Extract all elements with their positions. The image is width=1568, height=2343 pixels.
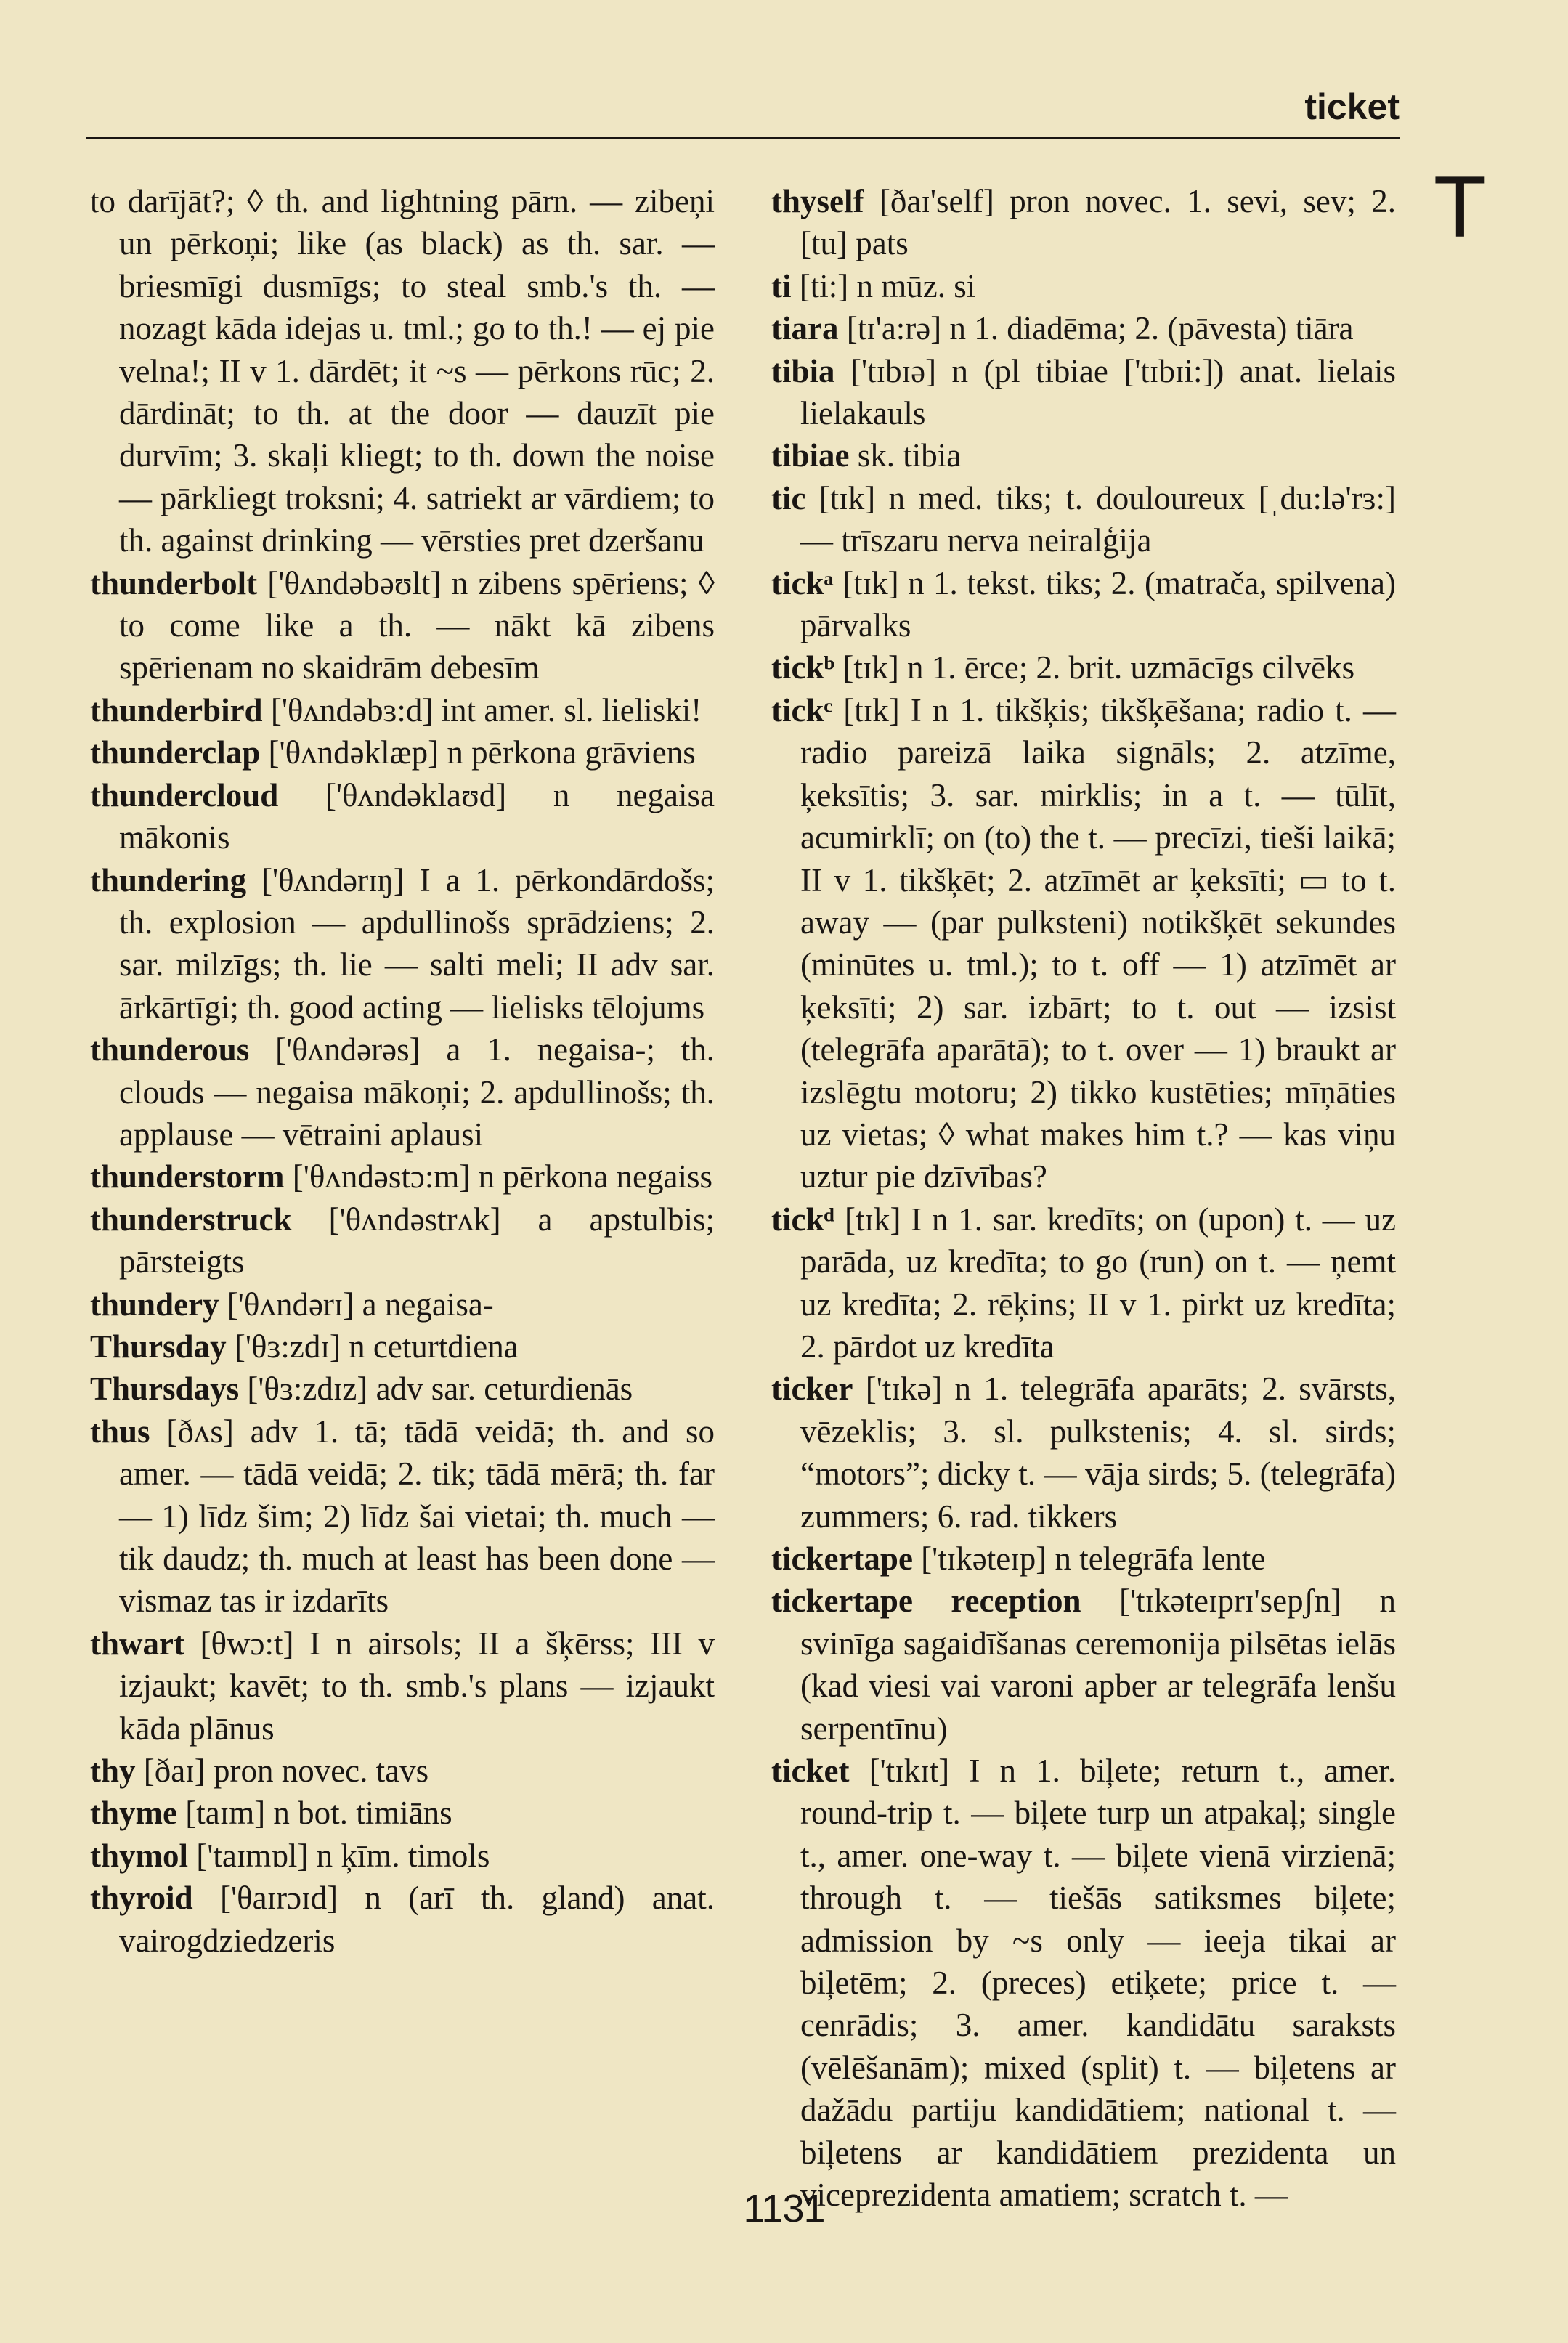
entry-headword: tickertape reception: [771, 1583, 1081, 1620]
entry-text: ['tɪkəteɪp] n telegrāfa lente: [921, 1540, 1266, 1577]
dictionary-entry: [90, 1283, 715, 1325]
entry-text: ['θɜ:zdɪz] adv sar. ceturdienās: [247, 1371, 633, 1408]
entry-headword: thundercloud: [90, 776, 279, 813]
entry-text: ['tɪkəteɪprɪ'sepʃn] n svinīga sagaidīšanas ceremonija pilsētas ielās (kad viesi vai varoni apber ar telegrāfa lenšu serpentīnu): [800, 1583, 1397, 1747]
entry-headword: thyme: [90, 1795, 177, 1832]
dictionary-entry: [771, 1368, 1396, 1538]
right-column: [771, 180, 1396, 2217]
left-column: [90, 180, 715, 1962]
entry-text: [tɪk] n 1. tekst. tiks; 2. (matrača, spilvena) pārvalks: [800, 564, 1396, 644]
entry-text: ['taɪmɒl] n ķīm. timols: [196, 1837, 490, 1874]
page-number: 1131: [743, 2187, 825, 2230]
thumb-index-letter: T: [1433, 158, 1487, 256]
entry-headword: tic: [771, 479, 806, 516]
entry-text: [tɪk] I n 1. sar. kredīts; on (upon) t. — uz parāda, uz kredīta; to go (run) on t. — ņemt uz kredīta; 2. rēķins; II v 1. pirkt uz kredīta; 2. pārdot uz kredīta: [800, 1201, 1397, 1365]
dictionary-entry: [771, 180, 1396, 265]
entry-text: ['θʌndəklaʊd] n negaisa mākonis: [119, 776, 715, 856]
entry-text: [taɪm] n bot. timiāns: [185, 1795, 452, 1832]
entry-text: [tɪk] n med. tiks; t. douloureux [ˌdu:lə'rɜ:] — trīszaru nerva neiralģija: [800, 479, 1396, 559]
entry-text: ['θʌndəbəʊlt] n zibens spēriens; ◊ to come like a th. — nākt kā zibens spērienam no skaidrām debesīm: [119, 564, 715, 686]
entry-text: [θwɔ:t] I n airsols; II a šķērss; III v izjaukt; kavēt; to th. smb.'s plans — izjaukt kāda plānus: [119, 1625, 715, 1747]
dictionary-entry: [771, 1750, 1396, 2216]
dictionary-entry: [90, 1623, 715, 1750]
entry-text: sk. tibia: [857, 437, 962, 474]
dictionary-entry: [90, 1156, 715, 1198]
dictionary-entry: [771, 434, 1396, 476]
dictionary-entry: [771, 350, 1396, 435]
entry-text: ['tɪkə] n 1. telegrāfa aparāts; 2. svārsts, vēzeklis; 3. sl. pulkstenis; 4. sl. sirds; “motors”; dicky t. — vāja sirds; 5. (telegrāfa) zummers; 6. rad. tikkers: [800, 1371, 1396, 1535]
entry-text: ['θʌndərɪŋ] I a 1. pērkondārdošs; th. explosion — apdullinošs sprādziens; 2. sar. milzīgs; th. lie — salti meli; II adv sar. ārkārtīgi; th. good acting — lielisks tēlojums: [119, 861, 715, 1026]
entry-headword: thunderbolt: [90, 564, 258, 601]
dictionary-entry: [90, 1325, 715, 1368]
entry-headword: thunderbird: [90, 691, 263, 728]
dictionary-entry: [90, 1792, 715, 1834]
entry-headword: thundery: [90, 1286, 219, 1323]
entry-headword: thundering: [90, 861, 247, 898]
entry-headword: tibia: [771, 352, 835, 389]
entry-headword: thyself: [771, 183, 864, 219]
dictionary-entry: [90, 1750, 715, 1792]
entry-headword: thymol: [90, 1837, 188, 1874]
entry-headword: Thursday: [90, 1328, 227, 1365]
entry-headword: tickᶜ: [771, 691, 833, 728]
dictionary-entry: [90, 1410, 715, 1623]
dictionary-entry: [771, 689, 1396, 1198]
entry-text: [tɪk] n 1. ērce; 2. brit. uzmācīgs cilvēks: [842, 649, 1355, 686]
dictionary-entry: [771, 562, 1396, 647]
entry-headword: thunderstorm: [90, 1158, 285, 1195]
dictionary-entry: [90, 180, 715, 562]
entry-text: ['θʌndəstɔ:m] n pērkona negaiss: [292, 1158, 713, 1195]
entry-headword: thwart: [90, 1625, 184, 1662]
entry-text: ['θaɪrɔɪd] n (arī th. gland) anat. vairogdziedzeris: [119, 1880, 715, 1959]
entry-headword: tickᵈ: [771, 1201, 835, 1238]
entry-headword: ticker: [771, 1371, 853, 1408]
dictionary-entry: [771, 1580, 1396, 1750]
entry-text: [tɪk] I n 1. tikšķis; tikšķēšana; radio t. — radio pareizā laika signāls; 2. atzīme, ķeksītis; 3. sar. mirklis; in a t. — tūlīt, acumirklī; on (to) the t. — precīzi, tieši laikā; II v 1. tikšķēt; 2. atzīmēt ar ķeksīti; ▭ to t. away — (par pulksteni) notikšķēt sekundes (minūtes u. tml.); to t. off — 1) atzīmēt ar ķeksīti; 2) sar. izbārt; to t. out — izsist (telegrāfa aparātā); to t. over — 1) braukt ar izslēgtu motoru; 2) tikko kustēties; mīņāties uz vietas; ◊ what makes him t.? — kas viņu uztur pie dzīvības?: [800, 691, 1396, 1195]
entry-text: [ti:] n mūz. si: [799, 267, 976, 304]
dictionary-entry: [90, 1028, 715, 1156]
dictionary-entry: [90, 562, 715, 689]
entry-headword: Thursdays: [90, 1371, 240, 1408]
dictionary-entry: [90, 1835, 715, 1877]
entry-text: [ðʌs] adv 1. tā; tādā veidā; th. and so amer. — tādā veidā; 2. tik; tādā mērā; th. far — 1) līdz šim; 2) līdz šai vietai; th. much — tik daudz; th. much at least has been done — vismaz tas ir izdarīts: [119, 1413, 715, 1620]
entry-headword: thus: [90, 1413, 150, 1450]
dictionary-entry: [771, 1198, 1396, 1368]
entry-text: ['tɪkɪt] I n 1. biļete; return t., amer. round-trip t. — biļete turp un atpakaļ; single t., amer. one-way t. — biļete vienā virzienā; through t. — tiešās satiksmes biļete; admission by ~s only — ieeja tikai ar biļetēm; 2. (preces) etiķete; price t. — cenrādis; 3. amer. kandidātu saraksts (vēlēšanām); mixed (split) t. — biļetens ar dažādu partiju kandidātiem; national t. — biļetens ar kandidātiem prezidenta un viceprezidenta amatiem; scratch t. —: [800, 1753, 1396, 2214]
entry-text: [ðaɪ] pron novec. tavs: [143, 1753, 429, 1790]
dictionary-entry: [771, 646, 1396, 689]
entry-headword: tickᵇ: [771, 649, 835, 686]
entry-text: ['θʌndərəs] a 1. negaisa-; th. clouds — negaisa mākoņi; 2. apdullinošs; th. applause — vētraini aplausi: [119, 1031, 715, 1153]
entry-text: ['θʌndərɪ] a negaisa-: [227, 1286, 494, 1323]
entry-text: ['θʌndəklæp] n pērkona grāviens: [268, 734, 696, 771]
entry-text: ['θɜ:zdɪ] n ceturtdiena: [234, 1328, 519, 1365]
entry-text: ['θʌndəstrʌk] a apstulbis; pārsteigts: [119, 1201, 715, 1280]
entry-headword: thyroid: [90, 1880, 193, 1917]
header-rule: [86, 137, 1400, 139]
entry-headword: tickᵃ: [771, 564, 834, 601]
entry-text: [ðaɪ'self] pron novec. 1. sevi, sev; 2. [tu] pats: [800, 183, 1397, 262]
dictionary-entry: [90, 689, 715, 731]
entry-headword: tibiae: [771, 437, 850, 474]
entry-headword: ticket: [771, 1753, 850, 1790]
running-head: ticket: [1304, 86, 1400, 127]
entry-headword: thy: [90, 1753, 136, 1790]
dictionary-entry: [771, 307, 1396, 349]
dictionary-entry: [771, 265, 1396, 307]
entry-text: [tɪ'a:rə] n 1. diadēma; 2. (pāvesta) tiāra: [846, 310, 1354, 347]
dictionary-entry: [90, 731, 715, 773]
dictionary-entry: [90, 1877, 715, 1962]
entry-headword: thunderclap: [90, 734, 261, 771]
dictionary-entry: [90, 1198, 715, 1283]
dictionary-entry: [771, 477, 1396, 562]
dictionary-entry: [90, 859, 715, 1029]
entry-headword: ti: [771, 267, 792, 304]
entry-headword: tiara: [771, 310, 839, 347]
entry-text: ['tɪbɪə] n (pl tibiae ['tɪbɪi:]) anat. lielais lielakauls: [800, 352, 1397, 432]
entry-text: ['θʌndəbɜ:d] int amer. sl. lieliski!: [270, 691, 702, 728]
dictionary-entry: [90, 774, 715, 859]
entry-headword: thunderous: [90, 1031, 250, 1068]
entry-text: to darījāt?; ◊ th. and lightning pārn. — zibeņi un pērkoņi; like (as black) as th. sar. — briesmīgi dusmīgs; to steal smb.'s th. — nozagt kāda idejas u. tml.; go to th.! — ej pie velna!; II v 1. dārdēt; it ~s — pērkons rūc; 2. dārdināt; to th. at the door — dauzīt pie durvīm; 3. skaļi kliegt; to th. down the noise — pārkliegt troksni; 4. satriekt ar vārdiem; to th. against drinking — vērsties pret dzeršanu: [90, 183, 715, 559]
dictionary-entry: [90, 1368, 715, 1410]
entry-headword: thunderstruck: [90, 1201, 292, 1238]
entry-headword: tickertape: [771, 1540, 913, 1577]
dictionary-entry: [771, 1538, 1396, 1580]
